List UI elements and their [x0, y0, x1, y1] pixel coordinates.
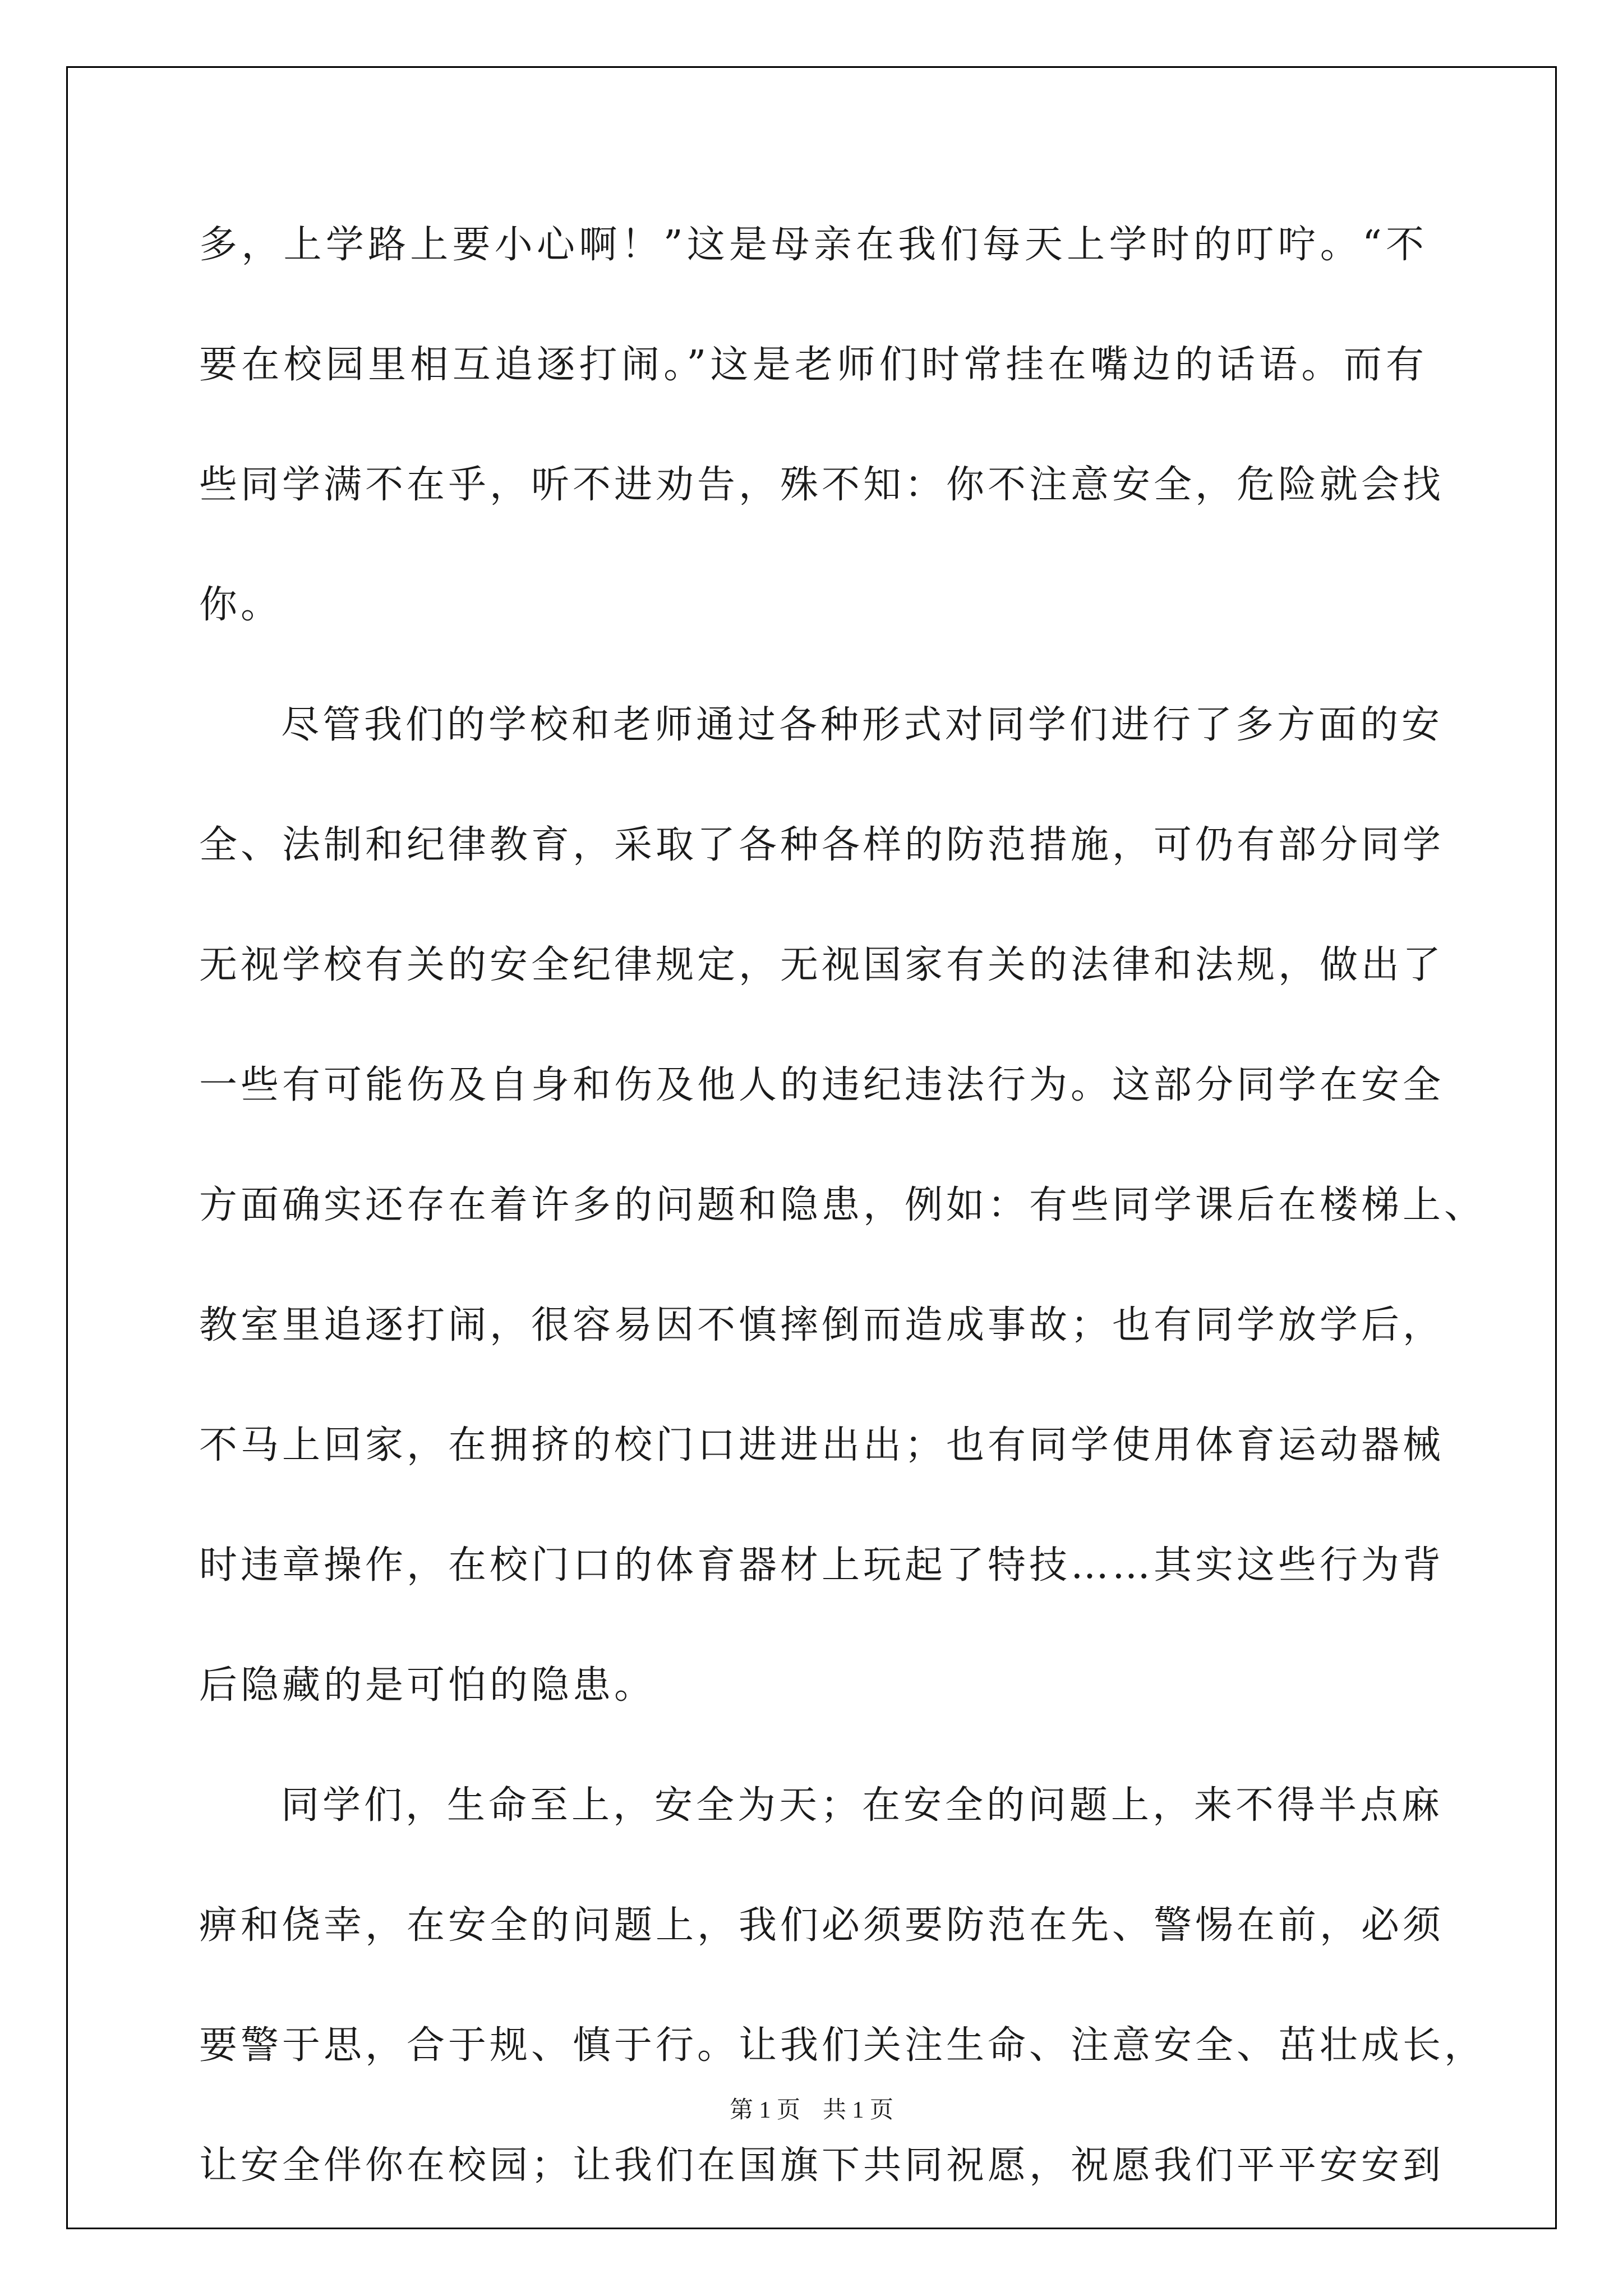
text-line: 无视学校有关的安全纪律规定，无视国家有关的法律和法规，做出了	[199, 943, 1445, 987]
text-line: 些同学满不在乎，听不进劝告，殊不知：你不注意安全，危险就会找	[199, 463, 1445, 507]
text-line: 教室里追逐打闹，很容易因不慎摔倒而造成事故；也有同学放学后，	[199, 1303, 1445, 1347]
text-line: 一些有可能伤及自身和伤及他人的违纪违法行为。这部分同学在安全	[199, 1063, 1445, 1107]
text-line: 全、法制和纪律教育，采取了各种各样的防范措施，可仍有部分同学	[199, 823, 1445, 867]
text-line: 后隐藏的是可怕的隐患。	[199, 1663, 656, 1708]
text-line: 要在校园里相互追逐打闹。”这是老师们时常挂在嘴边的话语。而有	[199, 343, 1427, 387]
page-footer	[0, 2091, 1623, 2125]
page-count: 共 1 页	[823, 2097, 894, 2123]
paragraph-first-line: 尽管我们的学校和老师通过各种形式对同学们进行了多方面的安	[281, 703, 1444, 747]
page-number: 第 1 页	[729, 2097, 800, 2123]
text-line: 方面确实还存在着许多的问题和隐患，例如：有些同学课后在楼梯上、	[199, 1183, 1486, 1227]
text-line: 让安全伴你在校园；让我们在国旗下共同祝愿，祝愿我们平平安安到	[199, 2143, 1445, 2188]
text-line: 时违章操作，在校门口的体育器材上玩起了特技……其实这些行为背	[199, 1543, 1445, 1588]
paragraph-first-line: 同学们，生命至上，安全为天；在安全的问题上，来不得半点麻	[281, 1783, 1444, 1828]
text-line: 痹和侥幸，在安全的问题上，我们必须要防范在先、警惕在前，必须	[199, 1903, 1445, 1948]
text-line: 不马上回家，在拥挤的校门口进进出出；也有同学使用体育运动器械	[199, 1423, 1445, 1467]
document-body	[199, 185, 1486, 2226]
text-line: 要警于思，合于规、慎于行。让我们关注生命、注意安全、茁壮成长，	[199, 2023, 1486, 2068]
text-line: 你。	[199, 583, 283, 627]
text-line: 多，上学路上要小心啊！”这是母亲在我们每天上学时的叮咛。“不	[199, 223, 1427, 267]
